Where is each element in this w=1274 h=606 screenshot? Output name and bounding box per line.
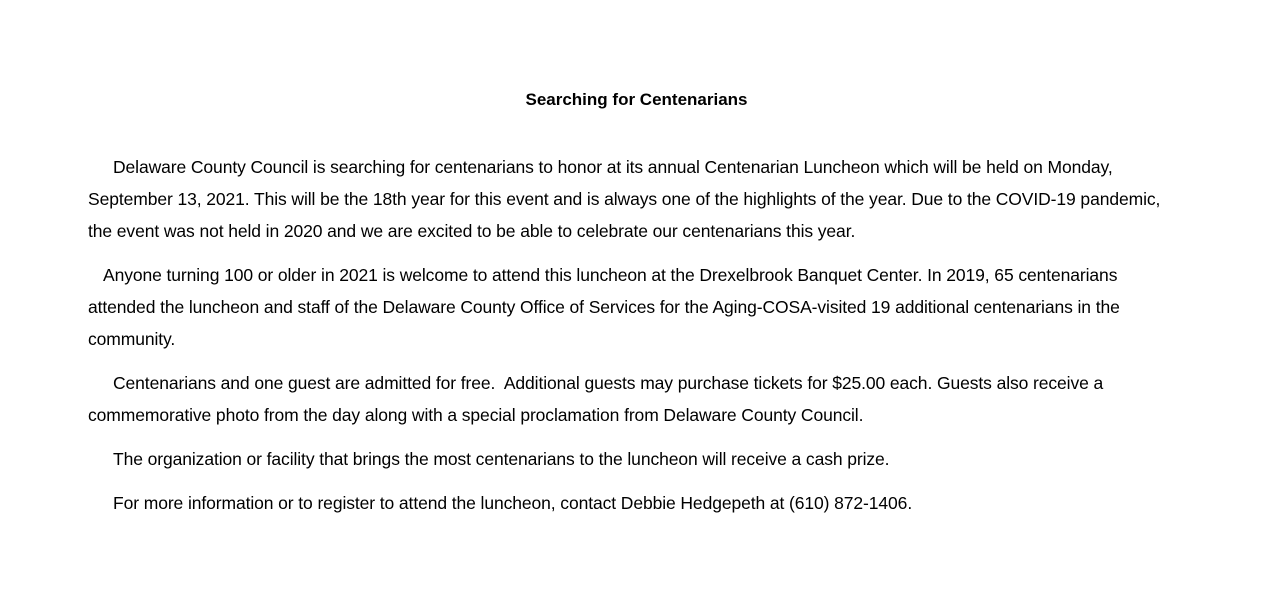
document-title: Searching for Centenarians — [525, 90, 748, 109]
paragraph-admission: Centenarians and one guest are admitted for free. Additional guests may purchase tickets for $25.00 each. Guests also receive a commemorative photo from the day along with a special proclamation from Delaware County Council. — [88, 373, 1108, 425]
document-page — [88, 88, 1188, 519]
paragraph-contact-info: For more information or to register to attend the luncheon, contact Debbie Hedgepeth at (610) 872-1406. — [113, 493, 913, 513]
paragraph-cash-prize: The organization or facility that brings the most centenarians to the luncheon will receive a cash prize. — [113, 449, 890, 469]
paragraph-luncheon-announcement: Delaware County Council is searching for centenarians to honor at its annual Centenarian Luncheon which will be held on Monday, September 13, 2021. This will be the 18th year for this event and is always one of the highlights of the year. Due to the COVID-19 pandemic, the event was not held in 2020 and we are excited to be able to celebrate our centenarians this year. — [88, 157, 1166, 241]
paragraph-eligibility: Anyone turning 100 or older in 2021 is welcome to attend this luncheon at the Drexelbrook Banquet Center. In 2019, 65 centenarians attended the luncheon and staff of the Delaware County Office of Services for the Aging-COSA-visited 19 additional centenarians in the community. — [88, 265, 1125, 349]
